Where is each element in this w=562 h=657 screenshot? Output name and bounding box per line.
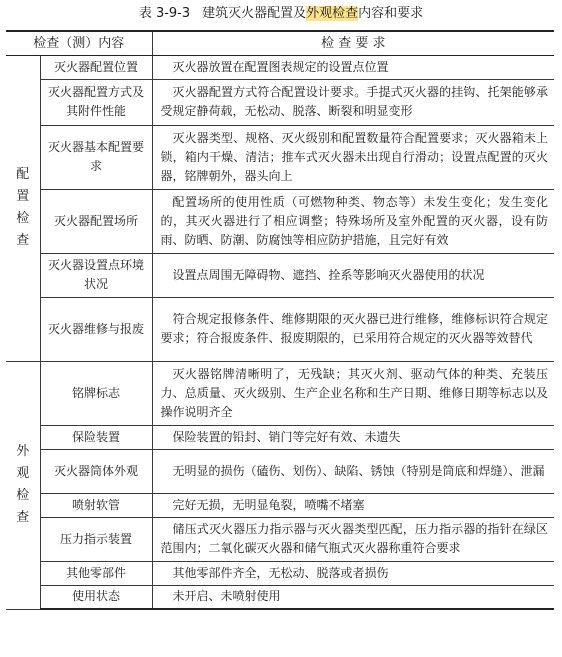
item-cell: 灭火器维修与报废 [40,297,152,361]
category-appearance-check [6,361,40,609]
requirement-cell [152,125,554,189]
item-cell: 灭火器基本配置要求 [40,125,152,189]
requirement-text: 灭火器配置方式符合配置设计要求。手提式灭火器的挂钩、托架能够承受规定静荷载，无松动、脱落、断裂和明显变形 [160,85,549,118]
table-row [6,189,554,253]
requirement-cell [152,517,554,561]
item-cell: 其他零部件 [40,561,152,585]
item-cell: 灭火器配置场所 [40,189,152,253]
table-row [6,493,554,517]
requirement-text: 完好无损，无明显龟裂，喷嘴不堵塞 [172,497,365,512]
requirement-text: 符合规定报修条件、维修期限的灭火器已进行维修，维修标识符合规定要求；符合报废条件、报废期限的，已采用符合规定的灭火器等效替代 [160,312,549,345]
requirement-cell [152,493,554,517]
requirement-text: 未开启、未喷射使用 [172,589,281,604]
table-row [6,79,554,125]
category-char: 配 [16,167,30,182]
requirement-text: 灭火器类型、规格、灭火级别和配置数量符合配置要求；灭火器箱未上锁，箱内干燥、清洁；推车式灭火器未出现自行滑动；设置点配置的灭火器，铭牌朝外，器头向上 [160,130,549,183]
caption-highlight: 外观检查 [306,6,359,21]
requirement-text: 灭火器放置在配置图表规定的设置点位置 [172,59,389,74]
category-char: 检 [16,488,30,503]
item-cell: 铭牌标志 [40,361,152,425]
table-header-row [6,31,554,55]
header-inspection-content: 检查（测）内容 [6,31,152,55]
category-config-check [6,55,40,361]
table-row [6,561,554,585]
table-row [6,517,554,561]
item-cell: 灭火器配置方式及其附件性能 [40,79,152,125]
table-row [6,361,554,425]
requirement-text: 设置点周围无障碍物、遮挡、拴系等影响灭火器使用的状况 [172,267,485,282]
table-caption [0,4,562,24]
item-cell: 压力指示装置 [40,517,152,561]
requirement-text: 配置场所的使用性质（可燃物种类、物态等）未发生变化；发生变化的，其灭火器进行了相应调整；特殊场所及室外配置的灭火器，设有防雨、防晒、防潮、防腐蚀等相应防护措施，且完好有效 [160,194,549,247]
inspection-table [6,30,554,610]
table-row [6,253,554,297]
table-row [6,449,554,493]
table-row [6,297,554,361]
requirement-text: 无明显的损伤（磕伤、划伤）、缺陷、锈蚀（特别是筒底和焊缝）、泄漏 [172,463,545,478]
requirement-text: 保险装置的铅封、销门等完好有效、未遗失 [172,429,401,444]
caption-suffix: 内容和要求 [358,6,424,21]
requirement-cell [152,189,554,253]
table-row [6,125,554,189]
item-cell: 喷射软管 [40,493,152,517]
requirement-text: 储压式灭火器压力指示器与灭火器类型匹配，压力指示器的指针在绿区范围内；二氧化碳灭火器和储气瓶式灭火器称重符合要求 [160,522,549,555]
category-char: 检 [16,211,30,226]
requirement-cell [152,449,554,493]
requirement-cell [152,79,554,125]
requirement-cell [152,585,554,609]
requirement-text: 其他零部件齐全，无松动、脱落或者损伤 [172,565,389,580]
table-row [6,55,554,79]
requirement-cell [152,55,554,79]
item-cell: 灭火器设置点环境状况 [40,253,152,297]
requirement-cell [152,561,554,585]
item-cell: 灭火器配置位置 [40,55,152,79]
caption-prefix: 建筑灭火器配置及 [202,6,307,21]
table-number: 表 3-9-3 [138,6,191,21]
requirement-cell [152,425,554,449]
requirement-cell [152,361,554,425]
item-cell: 保险装置 [40,425,152,449]
requirement-text: 灭火器铭牌清晰明了，无残缺；其灭火剂、驱动气体的种类、充装压力、总质量、灭火级别、生产企业名称和生产日期、维修日期等标志以及操作说明齐全 [160,366,549,419]
requirement-cell [152,253,554,297]
table-row [6,585,554,609]
header-inspection-requirements: 检 查 要 求 [152,31,554,55]
category-char: 外 [16,444,30,459]
category-char: 观 [16,466,30,481]
table-row [6,425,554,449]
item-cell: 使用状态 [40,585,152,609]
category-char: 置 [16,189,30,204]
category-char: 查 [16,233,30,248]
requirement-cell [152,297,554,361]
item-cell: 灭火器筒体外观 [40,449,152,493]
category-char: 查 [16,510,30,525]
